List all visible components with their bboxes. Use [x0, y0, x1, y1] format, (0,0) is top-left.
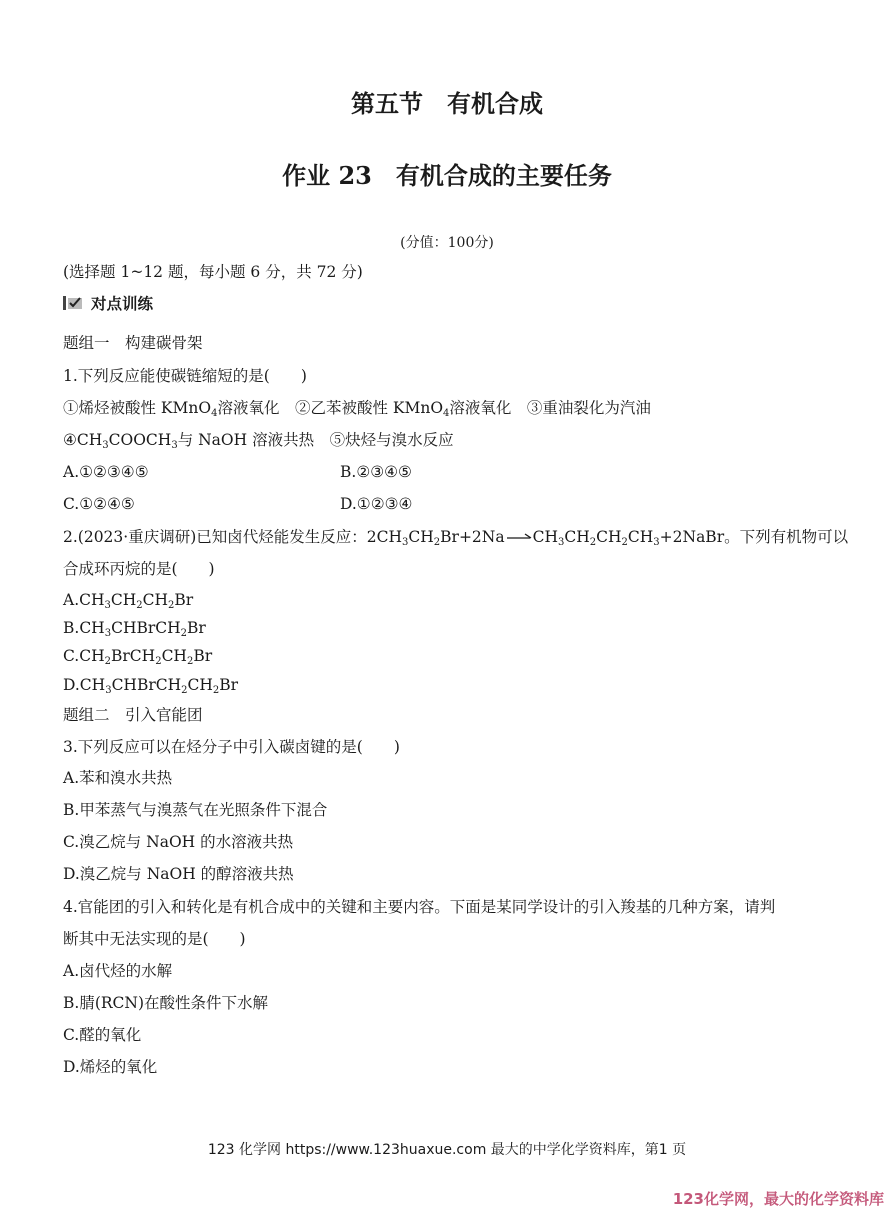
q2-text: CH [110, 591, 137, 609]
q2-text: CH [142, 591, 169, 609]
q1-item-text: 溶液氧化 ③重油裂化为汽油 [449, 399, 651, 417]
group-title-2: 题组二 引入官能团 [63, 706, 203, 724]
reaction-arrow-icon [505, 532, 533, 544]
watermark: 123化学网，最大的化学资料库 [672, 1190, 884, 1208]
subscript: 3 [557, 537, 565, 548]
subscript: 4 [443, 408, 450, 419]
q2-text: CH [596, 528, 622, 546]
subscript: 2 [589, 537, 597, 548]
q2-text: CH [187, 676, 213, 694]
q2-text: A.CH [63, 591, 105, 609]
subscript: 3 [105, 685, 112, 696]
q2-option-c [63, 646, 212, 666]
q2-text: CHBrCH [111, 676, 182, 694]
subscript: 3 [102, 440, 109, 451]
subscript: 2 [433, 537, 441, 548]
q4-option-b: B.腈(RCN)在酸性条件下水解 [63, 994, 269, 1012]
q2-text: Br [193, 647, 213, 665]
subscript: 2 [155, 656, 162, 667]
subscript: 3 [653, 537, 660, 548]
subscript: 4 [211, 408, 218, 419]
q2-text: B.CH [63, 619, 105, 637]
question-4-line1: 4.官能团的引入和转化是有机合成中的关键和主要内容。下面是某同学设计的引入羧基的几种方案，请判 [63, 898, 776, 916]
q2-option-a [63, 590, 193, 610]
q4-option-a: A.卤代烃的水解 [63, 962, 173, 980]
q2-text: CH [161, 647, 187, 665]
subscript: 2 [180, 628, 188, 639]
question-2-line1 [63, 527, 848, 547]
subscript: 3 [104, 600, 111, 611]
page-footer: 123 化学网 https://www.123huaxue.com 最大的中学化学资料库，第1 页 [207, 1142, 687, 1158]
q2-option-b [63, 618, 206, 638]
q2-text: CH [564, 528, 590, 546]
q4-option-c: C.醛的氧化 [63, 1026, 142, 1044]
checklist-icon [63, 295, 83, 311]
q3-option-d: D.溴乙烷与 NaOH 的醇溶液共热 [63, 865, 294, 883]
question-1-stem: 1.下列反应能使碳链缩短的是( ) [63, 367, 307, 385]
q2-text: Br [187, 619, 206, 637]
q2-text: +2NaBr。下列有机物可以 [659, 528, 849, 546]
section-label: 对点训练 [91, 294, 154, 313]
q3-option-c: C.溴乙烷与 NaOH 的水溶液共热 [63, 833, 294, 851]
q1-option-c: C.①②④⑤ [63, 495, 135, 513]
subscript: 2 [104, 656, 111, 667]
q2-text: BrCH [111, 647, 156, 665]
section-header [63, 292, 153, 314]
subscript: 2 [212, 685, 220, 696]
question-1-items-line2 [63, 430, 454, 450]
question-3-stem: 3.下列反应可以在烃分子中引入碳卤键的是( ) [63, 738, 400, 756]
subscript: 2 [621, 537, 628, 548]
q3-option-b: B.甲苯蒸气与溴蒸气在光照条件下混合 [63, 801, 328, 819]
q2-text: CH [532, 528, 558, 546]
q2-text: CH [627, 528, 654, 546]
subscript: 3 [171, 440, 178, 451]
subscript: 2 [181, 685, 188, 696]
q1-item-text: 溶液氧化 ②乙苯被酸性 KMnO [217, 399, 444, 417]
q1-item-text: COOCH [108, 431, 172, 449]
subscript: 3 [104, 628, 112, 639]
q3-option-a: A.苯和溴水共热 [63, 769, 173, 787]
q2-text: Br [174, 591, 194, 609]
subscript: 2 [136, 600, 143, 611]
q2-option-d [63, 675, 238, 695]
q1-item-text: 与 NaOH 溶液共热 ⑤炔烃与溴水反应 [177, 431, 454, 449]
q1-item-text: ④CH [63, 431, 103, 449]
q4-option-d: D.烯烃的氧化 [63, 1058, 158, 1076]
q1-item-text: ①烯烃被酸性 KMnO [63, 399, 212, 417]
q2-text: Br [219, 676, 239, 694]
subscript: 2 [186, 656, 194, 667]
instructions: (选择题 1~12 题，每小题 6 分，共 72 分) [63, 263, 363, 281]
q2-text: D.CH [63, 676, 106, 694]
q2-text: CH [408, 528, 434, 546]
assignment-title: 作业 23 有机合成的主要任务 [282, 161, 612, 190]
q2-text: 2.(2023·重庆调研)已知卤代烃能发生反应：2CH [63, 528, 402, 546]
chapter-title: 第五节 有机合成 [351, 89, 543, 118]
subscript: 2 [168, 600, 175, 611]
subscript: 3 [402, 537, 409, 548]
question-4-line2: 断其中无法实现的是( ) [63, 930, 246, 948]
q1-option-a: A.①②③④⑤ [63, 463, 149, 481]
q2-text: Br+2Na [440, 528, 505, 546]
q1-option-b: B.②③④⑤ [340, 463, 412, 481]
q2-text: C.CH [63, 647, 105, 665]
score-note: (分值：100分) [400, 235, 494, 251]
question-2-line2: 合成环丙烷的是( ) [63, 560, 215, 578]
group-title-1: 题组一 构建碳骨架 [63, 334, 203, 352]
question-1-items-line1 [63, 398, 651, 418]
q1-option-d: D.①②③④ [340, 495, 413, 513]
q2-text: CHBrCH [111, 619, 181, 637]
